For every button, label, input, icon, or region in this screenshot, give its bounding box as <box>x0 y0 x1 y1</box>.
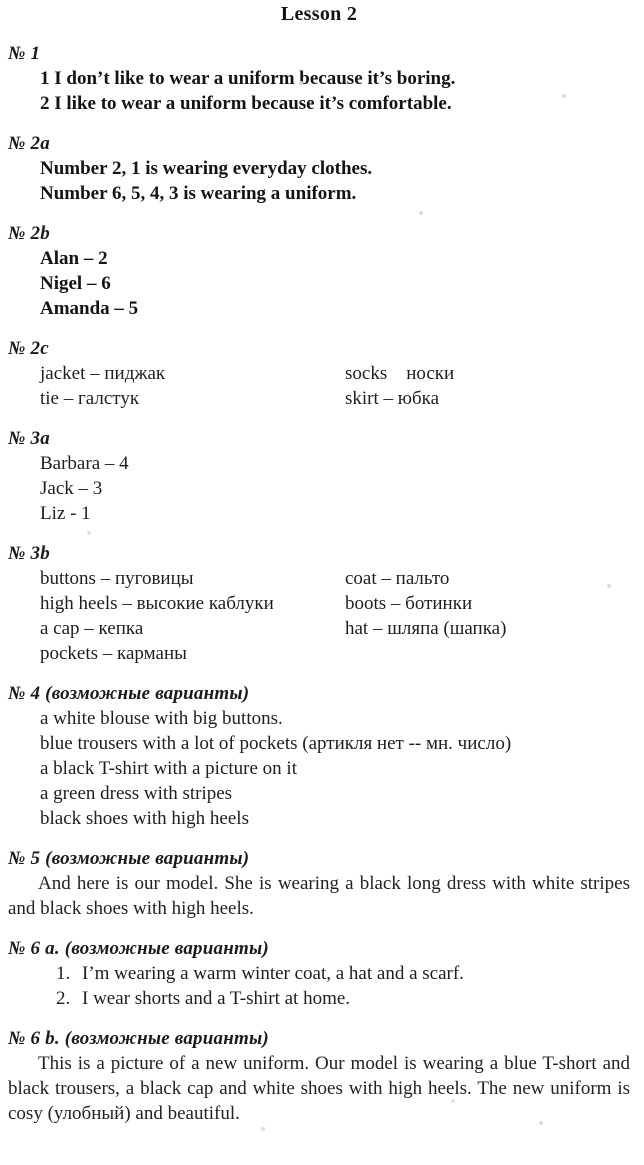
vocab-columns <box>40 361 630 411</box>
section-heading: № 2b <box>8 223 50 244</box>
section-heading: № 2c <box>8 338 49 359</box>
exercise-section <box>8 222 630 321</box>
answer-line: Number 6, 5, 4, 3 is wearing a uniform. <box>40 183 357 204</box>
answer-paragraph: And here is our model. She is wearing a black long dress with white stripes and black shoes with high heels. <box>8 873 630 919</box>
answer-line: a black T-shirt with a picture on it <box>40 758 297 779</box>
answer-line: Barbara – 4 <box>40 453 129 474</box>
page-title: Lesson 2 <box>280 3 358 25</box>
answer-line: Jack – 3 <box>40 478 103 499</box>
section-heading: № 4 (возможные варианты) <box>8 683 250 704</box>
vocab-column-right <box>345 566 630 666</box>
vocab-pair: jacket – пиджак <box>40 363 166 384</box>
answer-line: Liz - 1 <box>40 503 91 524</box>
answer-line: Alan – 2 <box>40 248 108 269</box>
vocab-pair: tie – галстук <box>40 388 140 409</box>
exercise-section <box>8 42 630 116</box>
item-text: I wear shorts and a T-shirt at home. <box>82 988 351 1009</box>
answer-line: Number 2, 1 is wearing everyday clothes. <box>40 158 373 179</box>
exercise-section <box>8 847 630 921</box>
section-heading: № 3b <box>8 543 50 564</box>
section-heading: № 5 (возможные варианты) <box>8 848 250 869</box>
item-number: 1. <box>56 963 71 984</box>
vocab-column-left <box>40 361 345 411</box>
answer-line: 1 I don’t like to wear a uniform because it’s boring. <box>40 68 456 89</box>
answer-line: a green dress with stripes <box>40 783 233 804</box>
exercise-section <box>8 337 630 411</box>
answer-line: a white blouse with big buttons. <box>40 708 283 729</box>
numbered-answer <box>56 986 630 1011</box>
numbered-answer <box>56 961 630 986</box>
exercise-section <box>8 1027 630 1126</box>
exercise-section <box>8 542 630 666</box>
vocab-column-left <box>40 566 345 666</box>
section-heading: № 6 b. (возможные варианты) <box>8 1028 269 1049</box>
answer-line: Amanda – 5 <box>40 298 139 319</box>
exercise-section <box>8 682 630 831</box>
exercise-section <box>8 937 630 1011</box>
answer-line: blue trousers with a lot of pockets (артикля нет -- мн. число) <box>40 733 512 754</box>
section-heading: № 3a <box>8 428 50 449</box>
answer-line: Nigel – 6 <box>40 273 111 294</box>
answer-line: black shoes with high heels <box>40 808 249 829</box>
exercise-section <box>8 132 630 206</box>
item-number: 2. <box>56 988 71 1009</box>
vocab-pair: buttons – пуговицы <box>40 568 194 589</box>
vocab-pair: socks носки <box>345 363 455 384</box>
vocab-pair: coat – пальто <box>345 568 450 589</box>
vocab-pair: a cap – кепка <box>40 618 144 639</box>
vocab-pair: skirt – юбка <box>345 388 440 409</box>
item-text: I’m wearing a warm winter coat, a hat and a scarf. <box>82 963 464 984</box>
section-heading: № 1 <box>8 43 41 64</box>
vocab-pair: boots – ботинки <box>345 593 473 614</box>
scan-noise <box>0 0 2 2</box>
vocab-columns <box>40 566 630 666</box>
section-heading: № 6 a. (возможные варианты) <box>8 938 269 959</box>
answer-paragraph: This is a picture of a new uniform. Our model is wearing a blue T-short and black trousers, a black cap and white shoes with high heels. The new uniform is cosy (улобный) and beautiful. <box>8 1053 630 1124</box>
vocab-pair: hat – шляпа (шапка) <box>345 618 507 639</box>
section-heading: № 2a <box>8 133 50 154</box>
vocab-pair: high heels – высокие каблуки <box>40 593 274 614</box>
exercise-section <box>8 427 630 526</box>
sections-container <box>8 42 630 1126</box>
vocab-pair: pockets – карманы <box>40 643 187 664</box>
answer-line: 2 I like to wear a uniform because it’s comfortable. <box>40 93 452 114</box>
vocab-column-right <box>345 361 630 411</box>
